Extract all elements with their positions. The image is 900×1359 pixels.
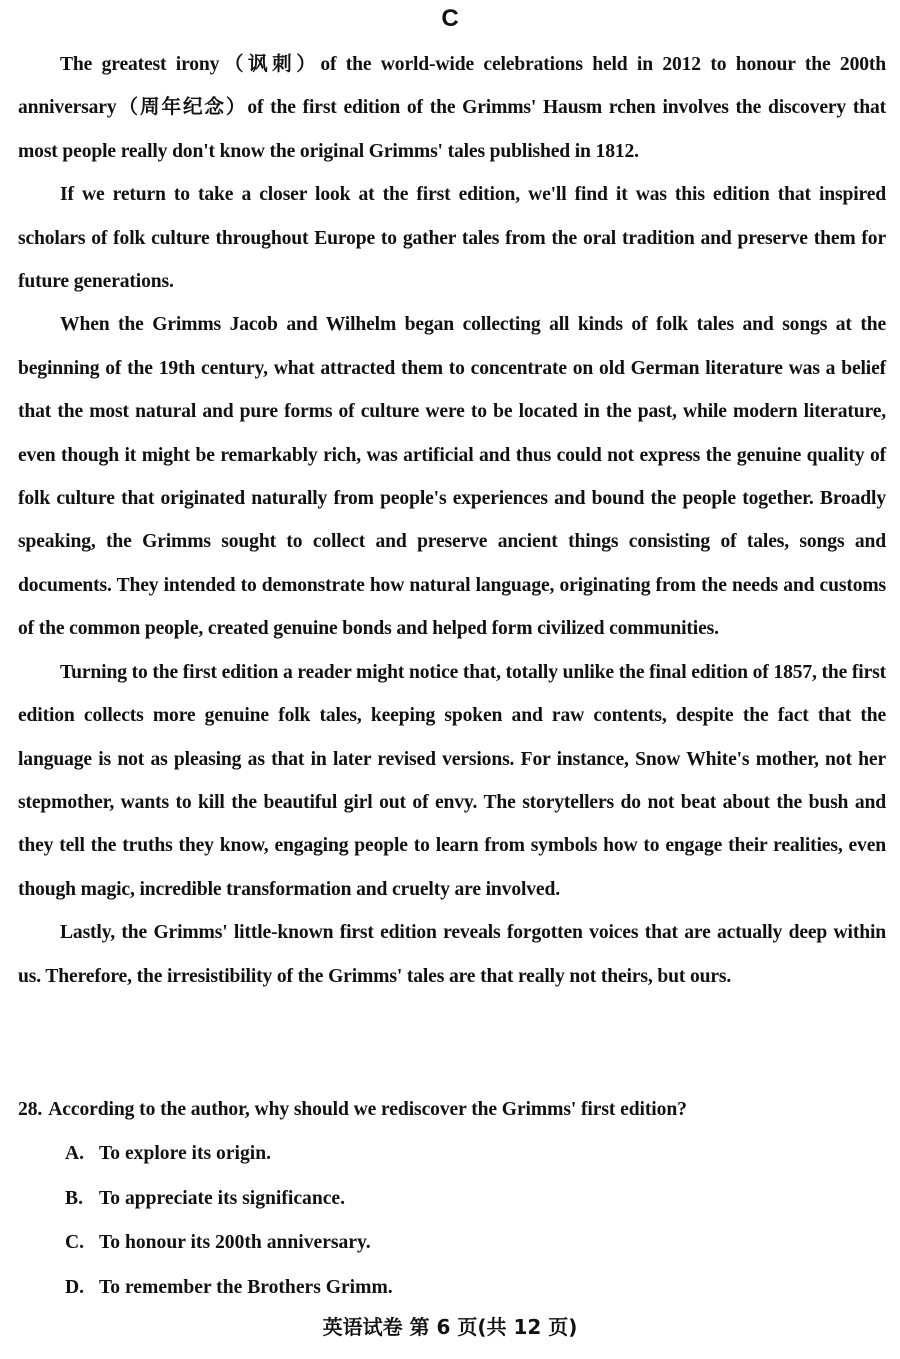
option-text: To remember the Brothers Grimm. [99, 1276, 393, 1298]
option-text: To appreciate its significance. [99, 1187, 346, 1209]
passage-paragraph-3: When the Grimms Jacob and Wilhelm began collecting all kinds of folk tales and songs at the beginning of the 19th century, what attracted them to concentrate on old German literature was a belief that the most natural and pure forms of culture were to be located in the past, while modern literature, even though it might be remarkably rich, was artificial and thus could not express the genuine quality of folk culture that originated naturally from people's experiences and bound the people together. Broadly speaking, the Grimms sought to collect and preserve ancient things consisting of tales, songs and documents. They intended to demonstrate how natural language, originating from the needs and customs of the common people, created genuine bonds and helped form civilized communities. [18, 314, 886, 640]
page-footer: 英语试卷 第 6 页(共 12 页) [322, 1315, 578, 1339]
question-stem [18, 1088, 886, 1132]
option-letter: C. [65, 1232, 85, 1253]
option-letter: D. [65, 1276, 85, 1298]
option-b [18, 1177, 886, 1222]
passage-paragraph-5: Lastly, the Grimms' little-known first edition reveals forgotten voices that are actually deep within us. Therefore, the irresistibility of the Grimms' tales are that really not theirs, but ours. [18, 922, 886, 987]
passage-paragraph-4: Turning to the first edition a reader might notice that, totally unlike the final edition of 1857, the first edition collects more genuine folk tales, keeping spoken and raw contents, despite the fact that the language is not as pleasing as that in later revised versions. For instance, Snow White's mother, not her stepmother, wants to kill the beautiful girl out of envy. The storytellers do not beat about the bush and they tell the truths they know, engaging people to learn from symbols how to engage their realities, even though magic, incredible transformation and cruelty are involved. [18, 661, 886, 900]
passage-paragraph-1: The greatest irony（讽刺）of the world-wide celebrations held in 2012 to honour the 200th anniversary（周年纪念）of the first edition of the Grimms' Hausm rchen involves the discovery that most people really don't know the original Grimms' tales published in 1812. [18, 54, 886, 162]
option-text: To explore its origin. [99, 1143, 271, 1164]
passage-paragraph-2: If we return to take a closer look at the first edition, we'll find it was this edition that inspired scholars of folk culture throughout Europe to gather tales from the oral tradition and preserve them for future generations. [18, 184, 886, 293]
section-letter: C [441, 5, 459, 32]
reading-passage [18, 43, 886, 998]
option-letter: B. [65, 1187, 83, 1209]
option-d [18, 1266, 886, 1311]
question-number: 28. [18, 1099, 43, 1120]
option-a [18, 1132, 886, 1177]
question-28 [18, 1088, 886, 1310]
option-letter: A. [65, 1143, 85, 1164]
question-text: According to the author, why should we rediscover the Grimms' first edition? [48, 1099, 687, 1120]
option-c [18, 1221, 886, 1266]
option-text: To honour its 200th anniversary. [99, 1232, 371, 1253]
answer-options [18, 1132, 886, 1310]
